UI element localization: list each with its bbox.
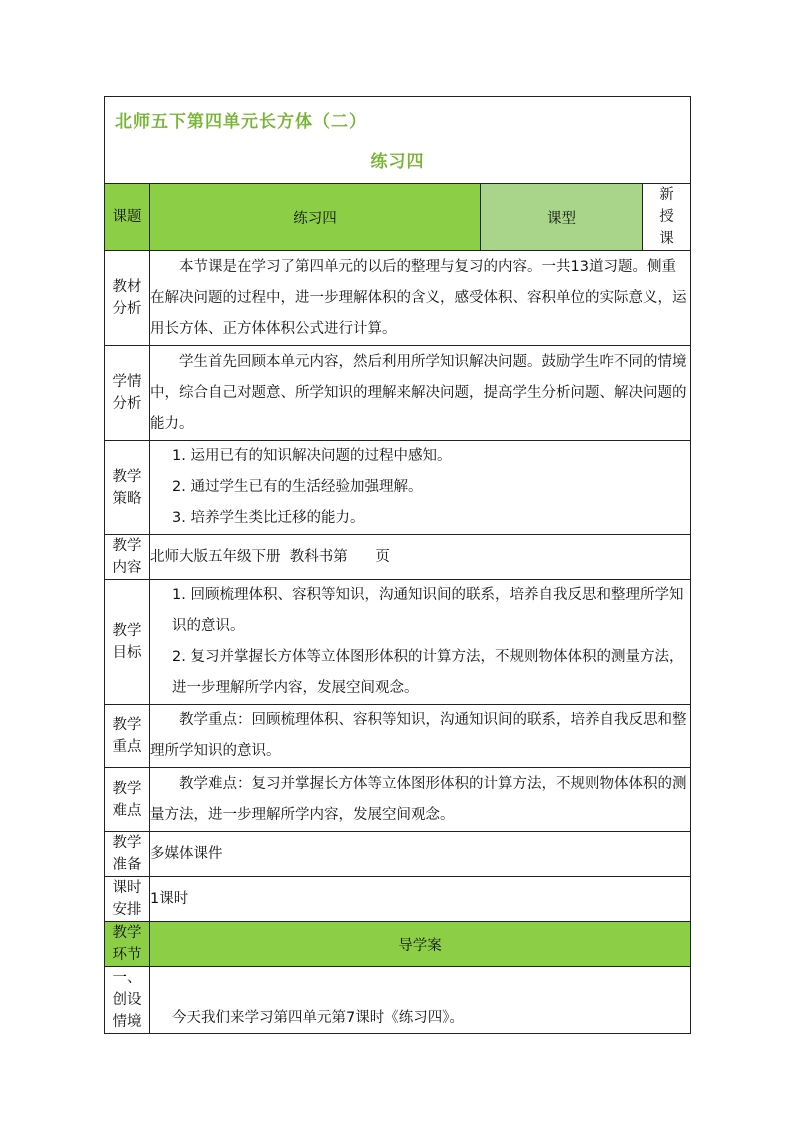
strategy-item: 3. 培养学生类比迁移的能力。 [172,510,365,526]
goals-row [105,580,691,705]
title-cell [105,97,691,184]
material-label: 教材分析 [105,251,150,346]
material-row [105,251,691,346]
key-label: 教学重点 [105,705,150,768]
lesson-plan-table [104,96,691,1034]
difficulty-label: 教学难点 [105,768,150,832]
step1-text: 今天我们来学习第四单元第7课时《练习四》。 [172,1010,464,1026]
time-text: 1课时 [150,877,691,922]
type-label: 课型 [481,184,643,251]
strategy-item: 1. 运用已有的知识解决问题的过程中感知。 [172,448,452,464]
goal-item: 2. 复习并掌握长方体等立体图形体积的计算方法，不规则物体体积的测量方法，进一步理解所学内容，发展空间观念。 [172,649,684,696]
students-content [150,346,691,441]
time-label: 课时安排 [105,877,150,922]
step1-content [150,967,691,1034]
key-row [105,705,691,768]
topic-label: 课题 [105,184,150,251]
topic-value: 练习四 [150,184,481,251]
strategy-row [105,441,691,535]
goals-label: 教学目标 [105,580,150,705]
title-row [105,97,691,184]
students-text: 学生首先回顾本单元内容，然后利用所学知识解决问题。鼓励学生咋不同的情境中，综合自己对题意、所学知识的理解来解决问题，提高学生分析问题、解决问题的能力。 [150,353,687,432]
content-label: 教学内容 [105,535,150,580]
process-row [105,922,691,967]
step1-row [105,967,691,1034]
difficulty-text: 教学难点：复习并掌握长方体等立体图形体积的计算方法，不规则物体体积的测量方法，进一步理解所学内容，发展空间观念。 [150,775,687,823]
prep-text: 多媒体课件 [150,832,691,877]
strategy-label: 教学策略 [105,441,150,535]
goals-content [150,580,691,705]
difficulty-row [105,768,691,832]
key-content [150,705,691,768]
type-value: 新授课 [643,184,691,251]
sub-title: 练习四 [370,152,425,172]
process-label: 教学环节 [105,922,150,967]
material-text: 本节课是在学习了第四单元的以后的整理与复习的内容。一共13道习题。侧重在解决问题的过程中，进一步理解体积的含义，感受体积、容积单位的实际意义，运用长方体、正方体体积公式进行计算。 [150,258,687,337]
time-row [105,877,691,922]
key-text: 教学重点：回顾梳理体积、容积等知识，沟通知识间的联系，培养自我反思和整理所学知识的意识。 [150,712,687,759]
strategy-item: 2. 通过学生已有的生活经验加强理解。 [172,479,423,495]
lesson-plan-document [104,96,690,1034]
prep-label: 教学准备 [105,832,150,877]
strategy-content [150,441,691,535]
main-title: 北师五下第四单元长方体（二） [115,112,367,132]
students-label: 学情分析 [105,346,150,441]
process-text: 导学案 [150,922,691,967]
material-content [150,251,691,346]
difficulty-content [150,768,691,832]
goal-item: 1. 回顾梳理体积、容积等知识，沟通知识间的联系，培养自我反思和整理所学知识的意识。 [172,587,684,634]
content-row [105,535,691,580]
students-row [105,346,691,441]
prep-row [105,832,691,877]
topic-row [105,184,691,251]
content-text: 北师大版五年级下册 教科书第 页 [150,535,691,580]
step1-label: 一、创设情境 [105,967,150,1034]
